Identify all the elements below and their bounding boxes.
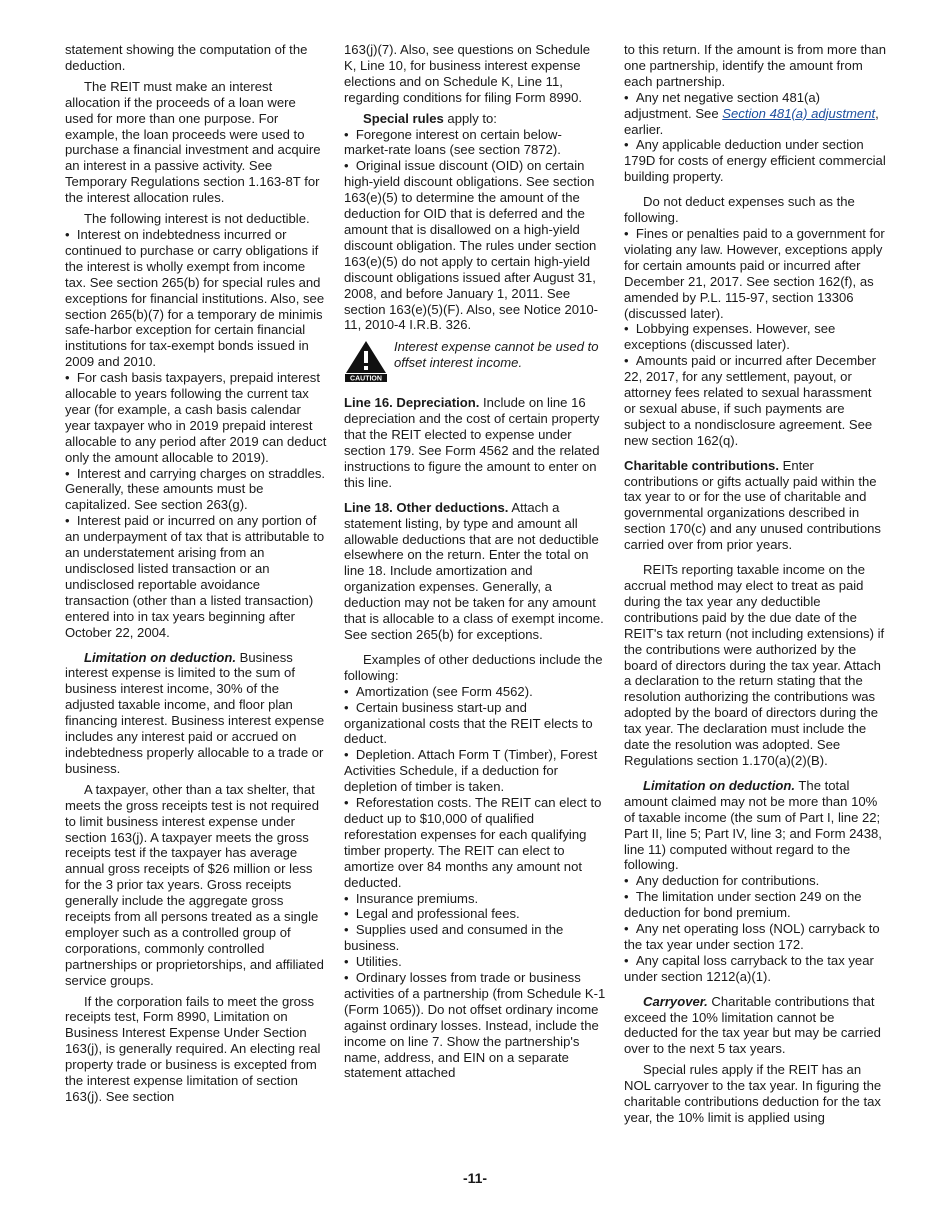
caution-icon bbox=[344, 339, 388, 383]
list-item: • Ordinary losses from trade or business activities of a partnership (from Schedule K-1 (Form 1065)). Do not offset ordinary income against ordinary losses. Instead, include the income on line 7. Show the partnership's name, address, and EIN on a separate statement attached bbox=[344, 970, 606, 1081]
list-item: • Original issue discount (OID) on certain high-yield discount obligations. See section 163(e)(5) to determine the amount of the deduction for OID that is deferred and the amount that is disallowed on a high-yield discount obligation. The rules under section 163(e)(5) do not apply to certain high-yield discount obligations issued after August 31, 2008, and before January 1, 2011. See section 163(e)(5)(F). Also, see Notice 2010-11, 2010-4 I.R.B. 326. bbox=[344, 158, 606, 333]
paragraph-text: The total amount claimed may not be more than 10% of taxable income (the sum of Part I, line 22; Part II, line 5; Part IV, line 3; and Form 2438, line 11) computed without regard to the following. bbox=[624, 777, 882, 873]
list-item: • Interest on indebtedness incurred or continued to purchase or carry obligations if the interest is wholly exempt from income tax. See section 265(b) for special rules and exceptions for financial institutions. Also, see section 265(b)(7) for a temporary de minimis safe-harbor exception for certain financial institutions for tax-exempt bonds issued in 2009 and 2010. bbox=[65, 227, 327, 370]
list-item-text: Any net negative section 481(a) adjustment. See bbox=[624, 89, 821, 121]
caution-note bbox=[344, 339, 606, 383]
list-item: • Reforestation costs. The REIT can elect to deduct up to $10,000 of qualified reforestation expenses for each qualifying timber property. The REIT can elect to amortize over 84 months any amount not deducted. bbox=[344, 795, 606, 890]
paragraph bbox=[65, 650, 327, 777]
paragraph-text: Attach a statement listing, by type and amount all allowable deductions that are not deductible elsewhere on the return. Enter the total on line 18. Include amortization and organization expenses. Generally, a deduction may not be taken for any amount that is allocable to a class of exempt income. See section 265(b) for exceptions. bbox=[344, 499, 604, 642]
list-item: • Any deduction for contributions. bbox=[624, 873, 886, 889]
list-item: • Legal and professional fees. bbox=[344, 906, 606, 922]
section-heading: Line 18. Other deductions. bbox=[344, 499, 509, 515]
list-item: • Insurance premiums. bbox=[344, 891, 606, 907]
paragraph: REITs reporting taxable income on the accrual method may elect to treat as paid during the tax year any deductible contributions paid by the due date of the REIT's tax return (not including extensions) if the contributions were authorized by the board of directors during the tax year. Attach a declaration to the return stating that the resolution authorizing the contributions was adopted by the board of directors during the tax year. The declaration must include the date the resolution was adopted. See Regulations section 1.170(a)(2)(B). bbox=[624, 562, 885, 768]
list-item: • Any applicable deduction under section 179D for costs of energy efficient commercial building property. bbox=[624, 137, 886, 185]
paragraph-text: Business interest expense is limited to the sum of business interest income, 30% of the adjusted taxable income, and floor plan financing interest. Business interest expense includes any interest paid or accrued on indebtedness properly allocable to a trade or business. bbox=[65, 649, 325, 776]
paragraph: The following interest is not deductible. bbox=[84, 211, 310, 227]
paragraph: The REIT must make an interest allocation if the proceeds of a loan were used for more than one purpose. For example, the loan proceeds were used to purchase a financial investment and acquire an interest in a passive activity. See Temporary Regulations section 1.163-8T for the interest allocation rules. bbox=[65, 78, 321, 206]
subheading: Limitation on deduction. bbox=[643, 777, 796, 793]
paragraph: If the corporation fails to meet the gross receipts test, Form 8990, Limitation on Business Interest Expense Under Section 163(j), is generally required. An electing real property trade or business is excepted from the interest expense limitation of section 163(j). See section bbox=[65, 993, 321, 1104]
paragraph: Examples of other deductions include the following: bbox=[344, 651, 603, 683]
column-1 bbox=[65, 42, 327, 1110]
paragraph-text: Enter contributions or gifts actually paid within the tax year to or for the use of charitable and governmental organizations described in section 170(c) and any unused contributions carried over from prior years. bbox=[624, 457, 881, 553]
caution-text: Interest expense cannot be used to offset interest income. bbox=[394, 339, 599, 371]
list-item: • The limitation under section 249 on the deduction for bond premium. bbox=[624, 889, 886, 921]
subheading: Carryover. bbox=[643, 993, 708, 1009]
paragraph-text: apply to: bbox=[443, 110, 497, 126]
subheading: Limitation on deduction. bbox=[84, 649, 237, 665]
list-item: • Certain business start-up and organizational costs that the REIT elects to deduct. bbox=[344, 700, 606, 748]
paragraph: Do not deduct expenses such as the following. bbox=[624, 194, 855, 226]
list-item-text: , earlier. bbox=[624, 105, 879, 137]
list-item: • Lobbying expenses. However, see exceptions (discussed later). bbox=[624, 321, 886, 353]
list-item: • Interest and carrying charges on straddles. Generally, these amounts must be capitalized. See section 263(g). bbox=[65, 466, 327, 514]
list-item: • Amortization (see Form 4562). bbox=[344, 684, 606, 700]
column-3 bbox=[624, 42, 886, 1131]
paragraph: 163(j)(7). Also, see questions on Schedule K, Line 10, for business interest expense elections and on Schedule K, Line 11, regarding conditions for filing Form 8990. bbox=[344, 42, 591, 105]
paragraph-text: Charitable contributions that exceed the 10% limitation cannot be deducted for the tax year but may be carried over to the next 5 tax years. bbox=[624, 993, 881, 1057]
subheading: Special rules bbox=[363, 110, 444, 126]
paragraph bbox=[624, 458, 886, 553]
paragraph: to this return. If the amount is from more than one partnership, identify the amount from each partnership. bbox=[624, 42, 886, 89]
list-item: • Foregone interest on certain below-market-rate loans (see section 7872). bbox=[344, 127, 606, 159]
paragraph: statement showing the computation of the deduction. bbox=[65, 42, 308, 73]
column-2 bbox=[344, 42, 606, 1081]
section-heading: Charitable contributions. bbox=[624, 457, 779, 473]
paragraph bbox=[624, 778, 886, 873]
list-item: • Utilities. bbox=[344, 954, 606, 970]
paragraph: A taxpayer, other than a tax shelter, that meets the gross receipts test is not required to limit business interest expense under section 163(j). A taxpayer meets the gross receipts test if the taxpayer has average annual gross receipts of $26 million or less for the 3 prior tax years. Gross receipts generally include the aggregate gross receipts from all persons treated as a single employer such as a controlled group of corporations, commonly controlled partnerships or proprietorships, and affiliated service groups. bbox=[65, 781, 324, 988]
paragraph-text: Include on line 16 depreciation and the cost of certain property that the REIT elected to expense under section 179. See Form 4562 and the related instructions to figure the amount to enter on this line. bbox=[344, 395, 600, 490]
section-481a-link[interactable]: Section 481(a) adjustment bbox=[722, 105, 876, 121]
list-item: • Any capital loss carryback to the tax year under section 1212(a)(1). bbox=[624, 953, 886, 985]
list-item: • For cash basis taxpayers, prepaid interest allocable to years following the current tax year (for example, a cash basis calendar year taxpayer who in 2019 prepaid interest allocable to any period after 2019 can deduct only the amount allocable to 2019). bbox=[65, 370, 327, 465]
paragraph: Special rules apply if the REIT has an NOL carryover to the tax year. In figuring the charitable contributions deduction for the tax year, the 10% limit is applied using bbox=[624, 1062, 882, 1125]
list-item: • Any net operating loss (NOL) carryback to the tax year under section 172. bbox=[624, 921, 886, 953]
list-item: • Interest paid or incurred on any portion of an underpayment of tax that is attributable to an understatement arising from an undisclosed listed transaction or an undisclosed reportable avoidance transaction (other than a listed transaction) entered into in tax years beginning after October 22, 2004. bbox=[65, 513, 327, 640]
list-item bbox=[624, 90, 886, 138]
paragraph bbox=[624, 994, 886, 1058]
paragraph bbox=[344, 500, 606, 643]
list-item: • Fines or penalties paid to a government for violating any law. However, exceptions apply for certain amounts paid or incurred after December 21, 2017. See section 162(f), as amended by P.L. 115-97, section 13306 (discussed later). bbox=[624, 226, 886, 321]
caution-label: CAUTION bbox=[350, 375, 382, 383]
paragraph bbox=[344, 111, 606, 127]
section-heading: Line 16. Depreciation. bbox=[344, 395, 480, 411]
list-item: • Depletion. Attach Form T (Timber), Forest Activities Schedule, if a deduction for depletion of timber is taken. bbox=[344, 747, 606, 795]
page-number: -11- bbox=[462, 1170, 488, 1186]
paragraph bbox=[344, 395, 606, 490]
list-item: • Amounts paid or incurred after December 22, 2017, for any settlement, payout, or attorney fees related to sexual harassment or sexual abuse, if such payments are subject to a nondisclosure agreement. See new section 162(q). bbox=[624, 353, 886, 448]
list-item: • Supplies used and consumed in the business. bbox=[344, 922, 606, 954]
